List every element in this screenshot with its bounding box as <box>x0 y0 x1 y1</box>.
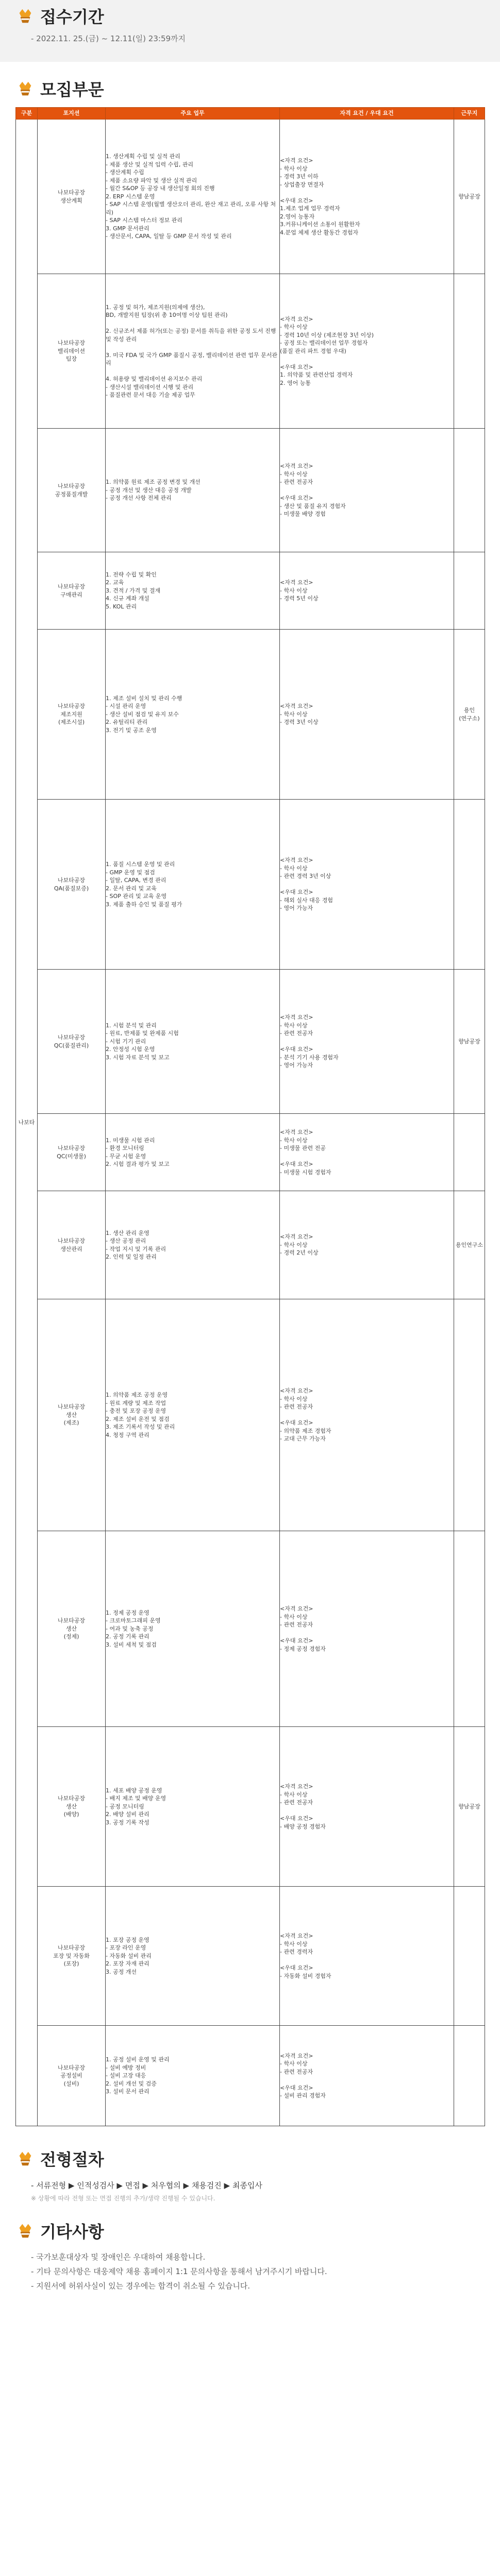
requirements-cell: <자격 요건> - 학사 이상 - 관련 전공자 <우대 요건> - 생산 및 품질 유지 경험자 - 미생물 배양 경험 <box>280 429 454 552</box>
table-row <box>16 2026 485 2126</box>
location-cell: 향남공장 <box>454 120 485 274</box>
period-dates: - 2022.11. 25.(금) ~ 12.11(일) 23:59까지 <box>31 34 186 43</box>
location-cell <box>454 800 485 970</box>
header-location: 근무지 <box>454 108 485 120</box>
requirements-cell: <자격 요건> - 학사 이상 - 관련 전공자 <우대 요건> - 설비 관리 경험자 <box>280 2026 454 2126</box>
table-row <box>16 1299 485 1531</box>
position-cell: 나보타공장 구매관리 <box>38 552 106 630</box>
requirements-cell: <자격 요건> - 학사 이상 - 경력 10년 이상 (제조현장 3년 이상) - 공정 또는 밸리데이션 업무 경험자 (품질 관리 파트 경험 우대) <우대 요건> 1. 의약품 및 관련산업 경력자 2. 영어 능통 <box>280 274 454 429</box>
table-row <box>16 429 485 552</box>
bee-logo-icon <box>15 2149 35 2168</box>
table-row <box>16 970 485 1114</box>
requirements-cell: <자격 요건> - 학사 이상 - 관련 전공자 <우대 요건> - 의약품 제조 경험자 - 교대 근무 가능자 <box>280 1299 454 1531</box>
duty-cell: 1. 세포 배양 공정 운영 - 배지 제조 및 배양 운영 - 공정 모니터링 2. 배양 설비 관리 3. 공정 기록 작성 <box>106 1727 280 1887</box>
header-duty: 주요 업무 <box>106 108 280 120</box>
bee-logo-icon <box>15 2221 35 2241</box>
duty-cell: 1. 포장 공정 운영 - 포장 라인 운영 - 자동화 설비 관리 2. 포장 자재 관리 3. 공정 개선 <box>106 1887 280 2026</box>
table-row <box>16 1531 485 1727</box>
process-section <box>0 2147 500 2219</box>
etc-item: - 국가보훈대상자 및 장애인은 우대하여 채용합니다. <box>31 2252 206 2262</box>
table-row <box>16 1887 485 2026</box>
location-cell <box>454 1887 485 2026</box>
process-note: ※ 상황에 따라 전형 또는 면접 진행의 추가/생략 진행될 수 있습니다. <box>31 2195 215 2202</box>
position-cell: 나보타공장 제조지원 (제조시설) <box>38 630 106 800</box>
table-row <box>16 630 485 800</box>
header-category: 구분 <box>16 108 38 120</box>
table-row <box>16 274 485 429</box>
table-row <box>16 1114 485 1191</box>
duty-cell: 1. 공정 설비 운영 및 관리 - 설비 예방 정비 - 설비 고장 대응 2. 설비 개선 및 검증 3. 설비 문서 관리 <box>106 2026 280 2126</box>
recruit-table <box>15 107 485 2126</box>
requirements-cell: <자격 요건> - 학사 이상 - 경력 3년 이하 - 상업출장 면결자 <우대 요건> 1.제조 업계 업무 경력자 2.영어 능통자 3.커뮤니케이션 소통이 원활한자 4.분업 체제 생산 활동간 경험자 <box>280 120 454 274</box>
header-requirements: 자격 요건 / 우대 요건 <box>280 108 454 120</box>
location-cell: 용인연구소 <box>454 1191 485 1299</box>
duty-cell: 1. 시험 분석 및 관리 - 원료, 반제품 및 완제품 시험 - 시험 기기 관리 2. 안정성 시험 운영 3. 시험 자료 분석 및 보고 <box>106 970 280 1114</box>
period-title: 접수기간 <box>40 7 104 27</box>
table-row <box>16 552 485 630</box>
position-cell: 나보타공장 생산 (배양) <box>38 1727 106 1887</box>
duty-cell: 1. 공정 및 허가, 제조지원(의제에 생산), BD, 개발지원 팀장(위 총 10여명 이상 팀원 관리) 2. 신규조서 제품 허가(또는 공정) 문서를 취득을 위한 공정 도서 진행 및 작성 관리 3. 미국 FDA 및 국가 GMP 품질시 공정, 밸리데이션 관련 업무 문서관리 4. 허용량 및 밸리데이션 유지보수 관리 - 생산시설 밸리데이션 시행 및 관리 - 품질관련 문서 대응 기술 제공 업무 <box>106 274 280 429</box>
requirements-cell: <자격 요건> - 학사 이상 - 경력 5년 이상 <box>280 552 454 630</box>
duty-cell: 1. 생산계획 수립 및 실적 관리 - 제품 생산 및 실적 입력 수립, 관리 - 생산계획 수립 - 제품 소요량 파악 및 생산 실적 관리 - 월간 S&OP 등 공장 내 생산일정 회의 진행 2. ERP 시스템 운영 - SAP 시스템 운영(월별 생산오더 관리, 완산 재고 관리, 오류 사항 처리) - SAP 시스템 마스터 정보 관리 3. GMP 문서관리 - 생산문서, CAPA, 일탈 등 GMP 문서 작성 및 관리 <box>106 120 280 274</box>
process-title: 전형절차 <box>40 2150 104 2170</box>
requirements-cell: <자격 요건> - 학사 이상 - 관련 경력 3년 이상 <우대 요건> - 해외 실사 대응 경험 - 영어 가능자 <box>280 800 454 970</box>
header-position: 포지션 <box>38 108 106 120</box>
etc-section <box>0 2219 500 2296</box>
requirements-cell: <자격 요건> - 학사 이상 - 경력 2년 이상 <box>280 1191 454 1299</box>
bee-logo-icon <box>15 6 35 26</box>
table-row <box>16 800 485 970</box>
position-cell: 나보타공장 QC(미생물) <box>38 1114 106 1191</box>
position-cell: 나보타공장 QA(품질보증) <box>38 800 106 970</box>
position-cell: 나보타공장 QC(품질관리) <box>38 970 106 1114</box>
location-cell <box>454 1114 485 1191</box>
position-cell: 나보타공장 생산계획 <box>38 120 106 274</box>
requirements-cell: <자격 요건> - 학사 이상 - 관련 경력자 <우대 요건> - 자동화 설비 경험자 <box>280 1887 454 2026</box>
etc-title: 기타사항 <box>40 2222 104 2242</box>
requirements-cell: <자격 요건> - 학사 이상 - 관련 전공자 <우대 요건> - 분석 기기 사용 경험자 - 영어 가능자 <box>280 970 454 1114</box>
location-cell <box>454 274 485 429</box>
table-header-row <box>16 108 485 120</box>
process-steps: - 서류전형 ▶ 인적성검사 ▶ 면접 ▶ 처우협의 ▶ 채용검진 ▶ 최종입사 <box>31 2181 262 2190</box>
etc-item: - 기타 문의사항은 대웅제약 채용 홈페이지 1:1 문의사항을 통해서 남겨주시기 바랍니다. <box>31 2267 327 2276</box>
duty-cell: 1. 품질 시스템 운영 및 관리 - GMP 운영 및 점검 - 일탈, CAPA, 변경 관리 2. 문서 관리 및 교육 - SOP 관리 및 교육 운영 3. 제품 출하 승인 및 품질 평가 <box>106 800 280 970</box>
duty-cell: 1. 의약품 제조 공정 운영 - 원료 계량 및 제조 작업 - 충전 및 포장 공정 운영 2. 제조 설비 운전 및 점검 3. 제조 기록서 작성 및 관리 4. 청정 구역 관리 <box>106 1299 280 1531</box>
period-section <box>0 0 500 62</box>
recruit-title: 모집부문 <box>40 80 104 99</box>
duty-cell: 1. 정제 공정 운영 - 크로마토그래피 운영 - 여과 및 농축 공정 2. 공정 기록 관리 3. 설비 세척 및 점검 <box>106 1531 280 1727</box>
requirements-cell: <자격 요건> - 학사 이상 - 관련 전공자 <우대 요건> - 정제 공정 경험자 <box>280 1531 454 1727</box>
location-cell <box>454 2026 485 2126</box>
requirements-cell: <자격 요건> - 학사 이상 - 미생물 관련 전공 <우대 요건> - 미생물 시험 경험자 <box>280 1114 454 1191</box>
location-cell <box>454 552 485 630</box>
position-cell: 나보타공장 생산 (제조) <box>38 1299 106 1531</box>
location-cell: 향남공장 <box>454 1727 485 1887</box>
bee-logo-icon <box>15 79 35 98</box>
category-cell: 나보타 <box>16 120 38 2126</box>
position-cell: 나보타공장 공정설비 (설비) <box>38 2026 106 2126</box>
requirements-cell: <자격 요건> - 학사 이상 - 경력 3년 이상 <box>280 630 454 800</box>
etc-item: - 지원서에 허위사실이 있는 경우에는 합격이 취소될 수 있습니다. <box>31 2281 251 2291</box>
table-row <box>16 1191 485 1299</box>
location-cell: 용인 (연구소) <box>454 630 485 800</box>
location-cell <box>454 429 485 552</box>
table-row <box>16 120 485 274</box>
location-cell: 향남공장 <box>454 970 485 1114</box>
location-cell <box>454 1299 485 1531</box>
table-row <box>16 1727 485 1887</box>
position-cell: 나보타공장 생산관리 <box>38 1191 106 1299</box>
duty-cell: 1. 의약품 원료 제조 공정 변경 및 개선 - 공정 개선 및 생산 대응 공정 개발 - 공정 개선 사항 전체 관리 <box>106 429 280 552</box>
position-cell: 나보타공장 공정품질개발 <box>38 429 106 552</box>
duty-cell: 1. 미생물 시험 관리 - 환경 모니터링 - 무균 시험 운영 2. 시험 결과 평가 및 보고 <box>106 1114 280 1191</box>
position-cell: 나보타공장 밸리데이션 팀장 <box>38 274 106 429</box>
position-cell: 나보타공장 포장 및 자동화 (포장) <box>38 1887 106 2026</box>
duty-cell: 1. 전략 수립 및 확인 2. 교육 3. 견적 / 가격 및 결재 4. 신규 계좌 개설 5. KOL 관리 <box>106 552 280 630</box>
requirements-cell: <자격 요건> - 학사 이상 - 관련 전공자 <우대 요건> - 배양 공정 경험자 <box>280 1727 454 1887</box>
location-cell <box>454 1531 485 1727</box>
duty-cell: 1. 제조 설비 설치 및 관리 수행 - 시설 관리 운영 - 생산 설비 점검 및 유지 보수 2. 유틸리티 관리 3. 전기 및 공조 운영 <box>106 630 280 800</box>
recruit-header <box>0 70 500 107</box>
position-cell: 나보타공장 생산 (정제) <box>38 1531 106 1727</box>
duty-cell: 1. 생산 관리 운영 - 생산 공정 관리 - 작업 지시 및 기록 관리 2. 인력 및 일정 관리 <box>106 1191 280 1299</box>
